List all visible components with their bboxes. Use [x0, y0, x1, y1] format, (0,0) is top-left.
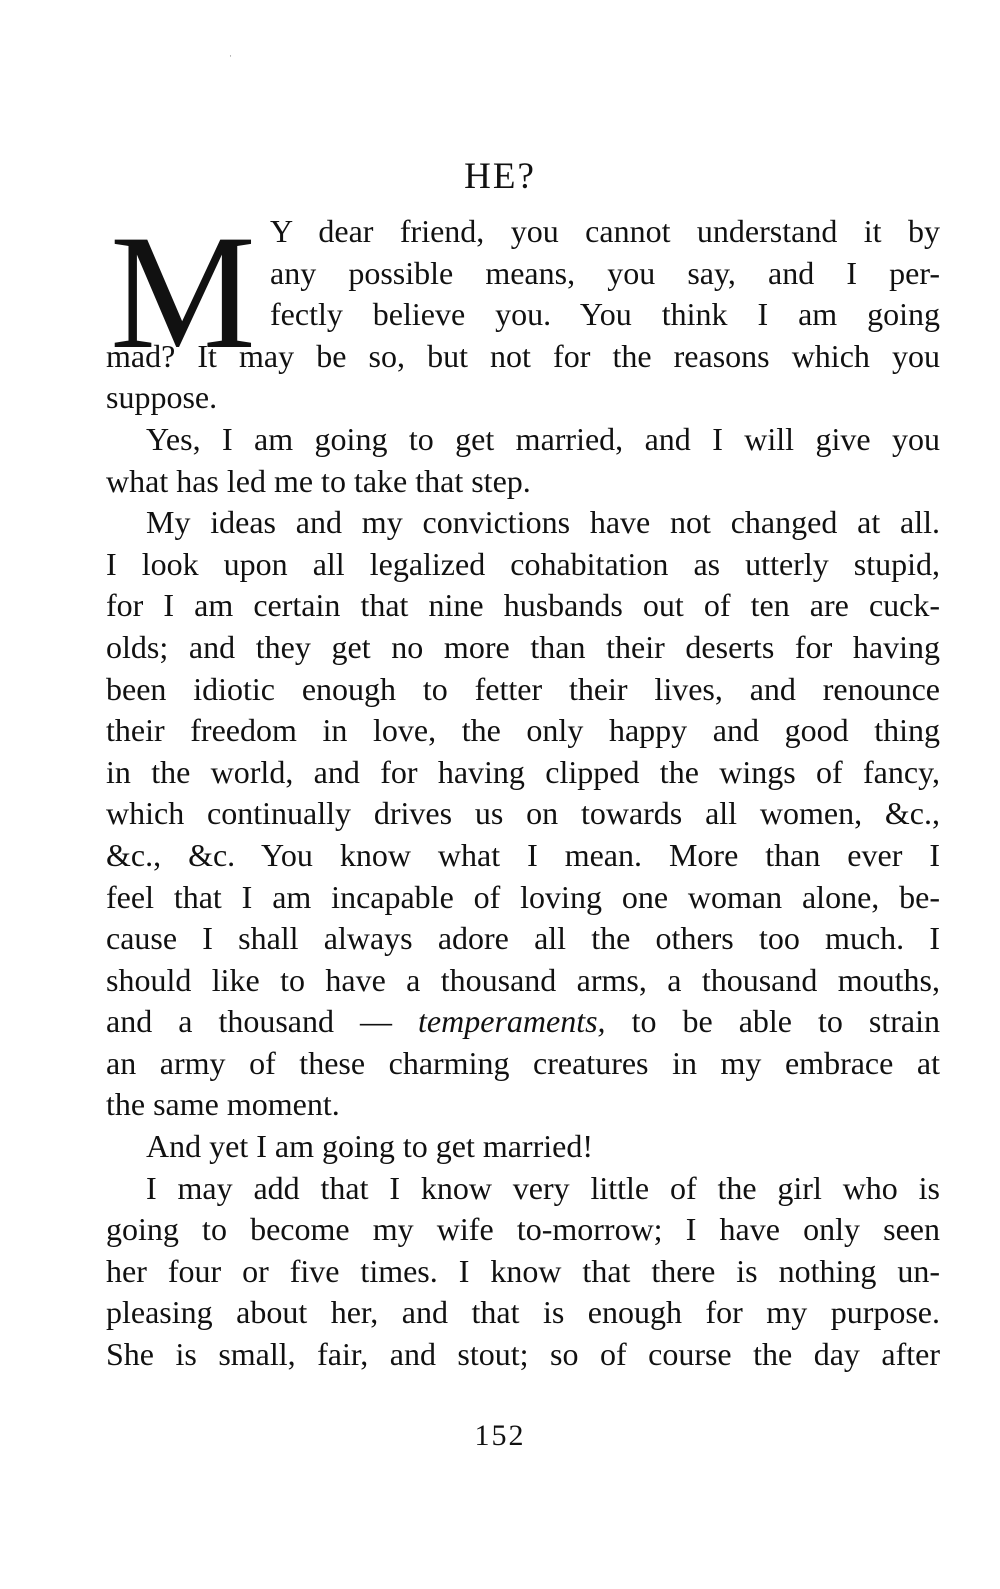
text-line: in the world, and for having clipped the wings of fancy,: [106, 753, 940, 790]
text-line: any possible means, you say, and I per-: [270, 254, 940, 291]
body-text: [106, 202, 941, 1376]
text-line: Y dear friend, you cannot understand it by: [270, 213, 940, 249]
text-line-with-italic: [106, 1001, 940, 1043]
text-line: olds; and they get no more than their deserts for having: [106, 628, 940, 665]
text-line: what has led me to take that step.: [106, 462, 531, 499]
text-line: cause I shall always adore all the others too much. I: [106, 920, 940, 957]
text-line: I look upon all legalized cohabitation as utterly stupid,: [106, 545, 940, 582]
text-line: suppose.: [106, 379, 218, 416]
text-line: &c., &c. You know what I mean. More than ever I: [106, 836, 940, 873]
text-line: And yet I am going to get married!: [146, 1128, 593, 1165]
text-run: and a thousand —: [106, 1003, 419, 1040]
text-line: going to become my wife to-morrow; I have only seen: [106, 1211, 940, 1248]
stray-ink-mark: ·: [229, 51, 232, 61]
text-line: an army of these charming creatures in my embrace at: [106, 1044, 940, 1081]
page-number: 152: [474, 1419, 526, 1452]
text-line: the same moment.: [106, 1086, 340, 1123]
text-line: feel that I am incapable of loving one woman alone, be-: [106, 878, 940, 915]
text-line: She is small, fair, and stout; so of course the day after: [106, 1336, 940, 1373]
chapter-title: HE?: [464, 156, 536, 197]
text-line: Yes, I am going to get married, and I will give you: [146, 420, 940, 457]
text-line: My ideas and my convictions have not changed at all.: [146, 504, 940, 541]
text-run: to be able to strain: [605, 1003, 941, 1040]
text-line: should like to have a thousand arms, a thousand mouths,: [106, 961, 940, 998]
text-line: which continually drives us on towards all women, &c.,: [106, 795, 940, 832]
text-line: been idiotic enough to fetter their lives, and renounce: [106, 670, 940, 707]
text-line: mad? It may be so, but not for the reasons which you: [106, 337, 940, 374]
italic-word: temperaments,: [418, 1003, 606, 1040]
text-line: her four or five times. I know that there is nothing un-: [106, 1252, 940, 1289]
text-line: I may add that I know very little of the girl who is: [146, 1169, 940, 1206]
drop-cap: M: [110, 202, 256, 383]
text-line: for I am certain that nine husbands out of ten are cuck-: [106, 587, 940, 624]
text-line: pleasing about her, and that is enough for my purpose.: [106, 1294, 940, 1331]
text-line: fectly believe you. You think I am going: [270, 296, 940, 333]
text-line: their freedom in love, the only happy and good thing: [106, 712, 940, 749]
